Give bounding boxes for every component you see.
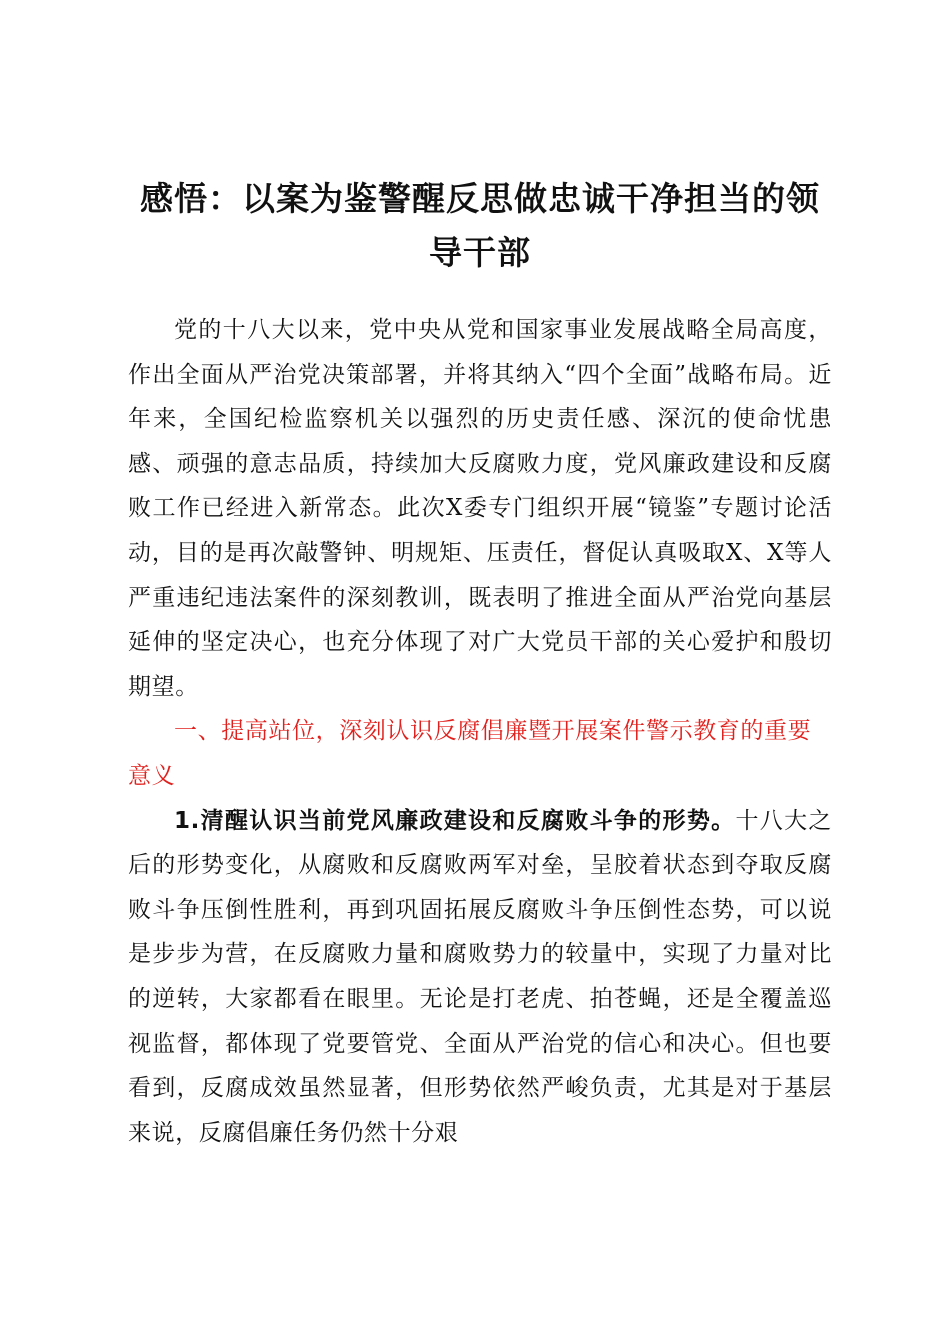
intro-paragraph: 党的十八大以来，党中央从党和国家事业发展战略全局高度，作出全面从严治党决策部署，并将其纳入“四个全面”战略布局。近年来，全国纪检监察机关以强烈的历史责任感、深沉的使命忧患感、顽强的意志品质，持续加大反腐败力度，党风廉政建设和反腐败工作已经进入新常态。此次X委专门组织开展“镜鉴”专题讨论活动，目的是再次敲警钟、明规矩、压责任，督促认真吸取X、X等人严重违纪违法案件的深刻教训，既表明了推进全面从严治党向基层延伸的坚定决心，也充分体现了对广大党员干部的关心爱护和殷切期望。 bbox=[128, 317, 832, 700]
document-body bbox=[128, 172, 832, 1155]
document-title: 感悟：以案为鉴警醒反思做忠诚干净担当的领导干部 bbox=[140, 179, 820, 272]
section-heading-1: 一、提高站位，深刻认识反腐倡廉暨开展案件警示教育的重要意义 bbox=[128, 718, 812, 789]
point-1-lead: 1.清醒认识当前党风廉政建设和反腐败斗争的形势。 bbox=[174, 807, 736, 834]
point-1-body: 十八大之后的形势变化，从腐败和反腐败两军对垒，呈胶着状态到夺取反腐败斗争压倒性胜利，再到巩固拓展反腐败斗争压倒性态势，可以说是步步为营，在反腐败力量和腐败势力的较量中，实现了力量对比的逆转，大家都看在眼里。无论是打老虎、拍苍蝇，还是全覆盖巡视监督，都体现了党要管党、全面从严治党的信心和决心。但也要看到，反腐成效虽然显著，但形势依然严峻负责，尤其是对于基层来说，反腐倡廉任务仍然十分艰 bbox=[128, 807, 832, 1146]
title-spacer bbox=[128, 280, 832, 308]
point-1-paragraph bbox=[128, 799, 832, 1156]
